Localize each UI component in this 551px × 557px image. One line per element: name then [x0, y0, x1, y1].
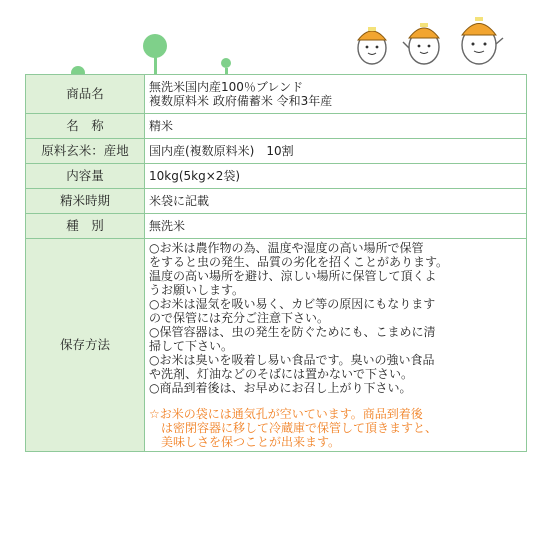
product-spec-table	[25, 74, 527, 452]
row-label: 名 称	[26, 114, 145, 139]
storage-instructions: ○お米は農作物の為、温度や湿度の高い場所で保管 をすると虫の発生、品質の劣化を招くことがあります。 温度の高い場所を避け、涼しい場所に保管して頂くよ うお願いします。 ○お米は湿気を吸い易く、カビ等の原因にもなります ので保管には充分ご注意下さい。 ○保管容器は、虫の発生を防ぐためにも、こまめに清 掃して下さい。 ○お米は臭いを吸着し易い食品です。臭いの強い食品 や洗剤、灯油などのそばには置かないで下さい。 ○商品到着後は、お早めにお召し上がり下さい。 ☆お米の袋には通気孔が空いています。商品到着後 は密閉容器に移して冷蔵庫で保管して頂きますと、 美味しさを保つことが出来ます。	[145, 239, 527, 452]
table-row	[26, 139, 527, 164]
storage-note: ☆お米の袋には通気孔が空いています。商品到着後 は密閉容器に移して冷蔵庫で保管して頂きますと、 美味しさを保つことが出来ます。	[149, 407, 438, 449]
row-label: 原料玄米：産地	[26, 139, 145, 164]
row-value: 無洗米	[145, 214, 527, 239]
row-label: 種 別	[26, 214, 145, 239]
table-row	[26, 164, 527, 189]
row-value: 米袋に記載	[145, 189, 527, 214]
table-row	[26, 189, 527, 214]
rice-character-icon	[402, 16, 446, 66]
row-label: 商品名	[26, 75, 145, 114]
product-name-value: 無洗米国内産100％ブレンド 複数原料米 政府備蓄米 令和3年産	[145, 75, 527, 114]
row-value: 国内産(複数原料米) 10割	[145, 139, 527, 164]
row-label: 内容量	[26, 164, 145, 189]
table-row	[26, 239, 527, 452]
table-row	[26, 214, 527, 239]
sprout-icon	[140, 30, 170, 76]
sprout-icon	[214, 56, 238, 76]
table-row	[26, 75, 527, 114]
row-label: 精米時期	[26, 189, 145, 214]
header-decoration	[0, 0, 551, 70]
table-row	[26, 114, 527, 139]
rice-character-icon	[352, 20, 392, 66]
row-value: 10kg(5kg×2袋)	[145, 164, 527, 189]
row-label: 保存方法	[26, 239, 145, 452]
row-value: 精米	[145, 114, 527, 139]
rice-character-icon	[454, 10, 504, 66]
